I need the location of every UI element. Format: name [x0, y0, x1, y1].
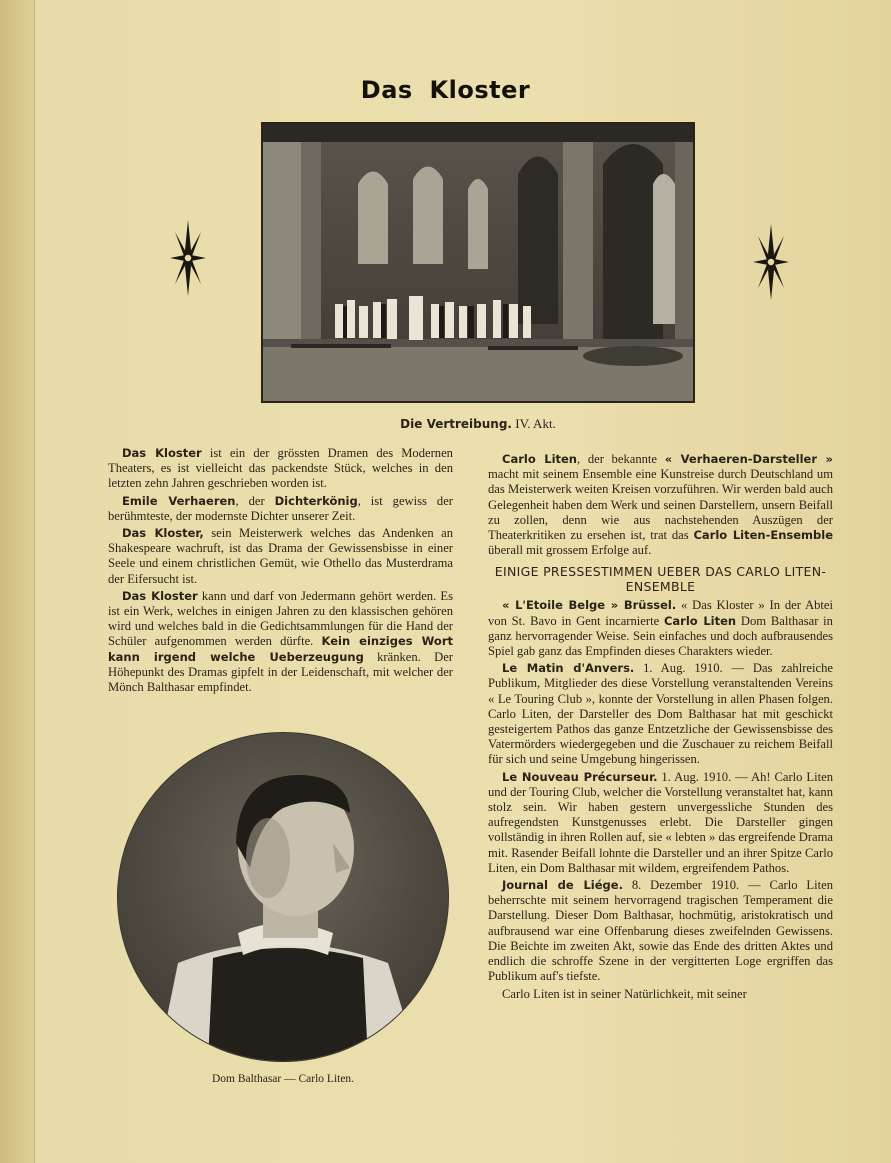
- right-star-ornament-icon: [751, 222, 791, 302]
- review-etoile-belge: [488, 598, 833, 659]
- page-fold-edge: [0, 0, 35, 1163]
- press-section-heading: EINIGE PRESSESTIMMEN UEBER DAS CARLO LITEN-ENSEMBLE: [494, 564, 827, 595]
- paragraph-text: Carlo Liten ist in seiner Natürlichkeit, mit seiner: [502, 986, 747, 1001]
- bold-text: Das Kloster,: [122, 526, 204, 541]
- bold-text: Emile Verhaeren: [122, 493, 236, 508]
- bold-text: Le Nouveau Précurseur.: [502, 769, 658, 784]
- caption-rest: IV. Akt.: [511, 416, 556, 431]
- bold-text: Das Kloster: [122, 588, 198, 603]
- left-paragraph-3: [108, 526, 453, 587]
- paragraph-text: Dom Balthasar in ganz hervorragender Weise. Sein einfaches und doch aufbrausendes Spiel gab ganz das Empfinden dieses Charakters wieder.: [488, 613, 833, 659]
- bold-text: Kein einziges Wort kann irgend welche Ueberzeugung: [108, 634, 453, 664]
- bold-text: Carlo Liten: [663, 613, 737, 628]
- stage-photo-caption: [261, 416, 695, 432]
- left-text-column: [108, 446, 453, 697]
- left-paragraph-2: [108, 494, 453, 524]
- paragraph-text: , der bekannte: [577, 452, 665, 466]
- bold-text: Dichterkönig: [274, 493, 358, 508]
- paragraph-text: ist ein der grössten Dramen des Modernen Theaters, es ist vielleicht das packendste Stück, welches in den letzten zehn Jahren geschrieben worden ist.: [108, 446, 453, 491]
- stage-photograph: [261, 122, 695, 403]
- paragraph-text: « Das Kloster » In der Abtei von St. Bavo in Gent incarnierte: [488, 598, 833, 628]
- review-nouveau-precurseur: [488, 770, 833, 876]
- review-journal-liege: [488, 878, 833, 984]
- paragraph-text: 1. Aug. 1910. — Ah! Carlo Liten und der Touring Club, welcher die Vorstellung veranstaltet hat, kann stolz sein. Wir haben gestern unvergessliche Stunden des aufregendsten Kunstgenusses erlebt. Die Darsteller gingen vollständig in ihren Rollen auf, sie « lebten » das ergreifende Drama mit. Rasender Beifall lohnte die Darsteller und an ihrer Spitze Carlo Liten, ein Dom Balthasar mit wildem, ergreifendem Pathos.: [488, 769, 833, 875]
- paragraph-text: sein Meisterwerk welches das Andenken an Shakespeare wachruft, ist das Drama der Gewissensbisse in einer Seele und einem christlichen Gemüt, wie Othello das Musterdrama der Eifersucht ist.: [108, 526, 454, 586]
- left-paragraph-4: [108, 589, 453, 695]
- left-star-ornament-icon: [168, 218, 208, 298]
- review-matin-anvers: [488, 661, 833, 767]
- paragraph-text: kränken. Der Höhepunkt des Dramas gipfelt in der Leidenschaft, mit welcher der Mönch Balthasar empfindet.: [108, 649, 454, 695]
- paragraph-text: überall mit grossem Erfolge auf.: [488, 543, 652, 558]
- right-intro-paragraph: [488, 452, 833, 558]
- page-title: Das Kloster: [360, 76, 531, 104]
- bold-text: Carlo Liten-Ensemble: [693, 528, 834, 543]
- paragraph-text: , ist gewiss der berühmteste, der modernste Dichter unserer Zeit.: [108, 493, 453, 523]
- left-paragraph-1: [108, 446, 453, 492]
- paragraph-text: , der: [235, 493, 275, 508]
- bold-text: « L'Etoile Belge » Brüssel.: [502, 598, 677, 613]
- portrait-caption: Dom Balthasar — Carlo Liten.: [211, 1073, 355, 1085]
- portrait-photograph: [118, 733, 448, 1061]
- review-continuation: [488, 987, 833, 1002]
- paragraph-text: 1. Aug. 1910. — Das zahlreiche Publikum, Mitglieder des diese Vorstellung veranstaltenden Vereins « Le Touring Club », konnte der Vorstellung in allen Phasen folgen. Carlo Liten, der Darsteller des Dom Balthasar hat mit geschickt gesteigertem Pathos das ganze Entzetzliche der Gewissensbisse des Vatermörders wiedergegeben und die Zuschauer zu reichem Beifall für sich und seine Umgebung hingerissen.: [488, 661, 833, 767]
- paragraph-text: 8. Dezember 1910. — Carlo Liten beherrschte mit seinem hervorragend tragischen Temperament die Darstellung. Dieser Dom Balthasar, hochmütig, aristokratisch und aufbrausend war eine Offenbarung dieses zweifelnden Gewissens. Die Beichte im zweiten Akt, sowie das Ende des dritten Aktes und endlich die schroffe Szene in der vergitterten Loge ergriffen das Publikum auf's tiefste.: [488, 878, 833, 984]
- bold-text: Le Matin d'Anvers.: [502, 661, 635, 676]
- right-text-column: [488, 452, 833, 1004]
- bold-text: Das Kloster: [122, 446, 202, 460]
- caption-bold: Die Vertreibung.: [400, 417, 512, 431]
- bold-text: « Verhaeren-Darsteller »: [664, 452, 833, 466]
- paragraph-text: macht mit seinem Ensemble eine Kunstreise durch Deutschland um das Meisterwerk weiten Kreisen vorzuführen. Wir werden bald auch Gelegenheit haben dem Werk und seinen Darstellern, unsern Beifall zu zollen, denn wie aus nachstehenden Auszügen der Theaterkritiken zu ersehen ist, trat das: [488, 467, 833, 543]
- paragraph-text: kann und darf von Jedermann gehört werden. Es ist ein Werk, welches in einigen Jahren zu den klassischen gehören wird und welches bald in die Gedichtsammlungen für die Hand der Schüler aufgenommen werden dürfte.: [108, 588, 453, 649]
- bold-text: Journal de Liége.: [502, 878, 623, 893]
- bold-text: Carlo Liten: [502, 452, 577, 466]
